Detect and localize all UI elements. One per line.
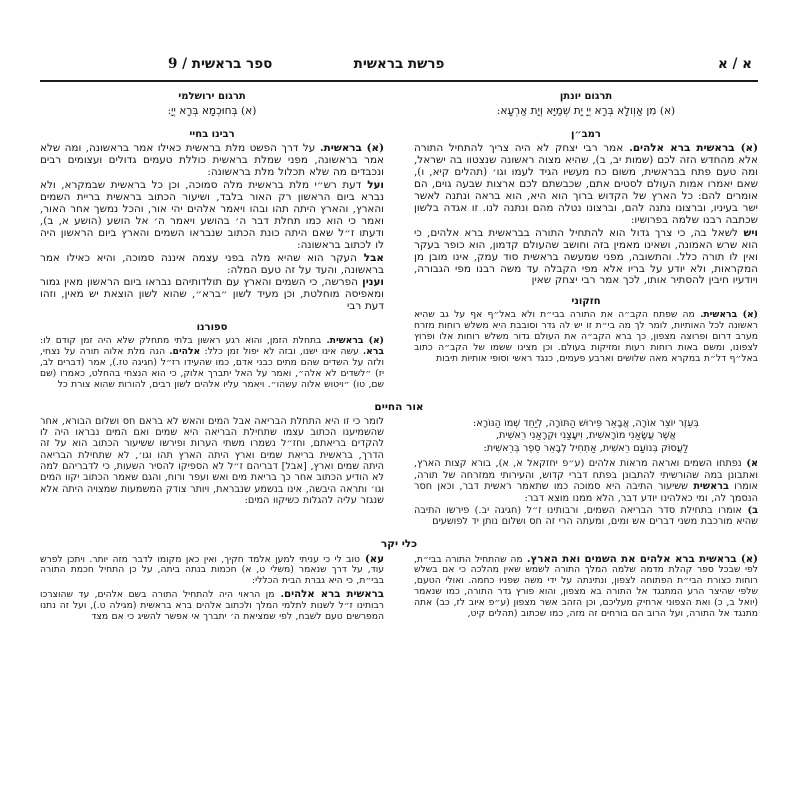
- column-right: [414, 82, 758, 365]
- or-hachaim-right-column: [414, 416, 758, 528]
- ramban-text: [414, 143, 758, 287]
- parsha-title: פרשת בראשית: [353, 56, 445, 72]
- commentary-paragraph: עא) טוב לי כי עניתי למען אלמד חקיך, ואין כאן מקומו לדבר מזה יותר. ויתכן לפרש עוד, על דרך שנאמר (משלי ט, א) חכמות בנתה ביתה, על כן התחיל חכמת התורה בבי״ת, כי היא גברת הבית הכללי:: [40, 552, 384, 587]
- targum-yonatan-text: (א) מִן אַוְולָא בְּרָא יְיָ יָת שְׁמַיָּא וְיָת אַרְעָא:: [496, 105, 676, 117]
- targum-yerushalmi-title: תרגום ירושלמי: [178, 91, 246, 102]
- commentary-paragraph: (א) בראשית. על דרך הפשט מלת בראשית כאילו אמר בראשונה, ומה שלא אמר בראשונה, מפני שמלת בראשית כוללת טעמים גדולים ועצומים רבים ונכבדים מה שלא תכלול מלת בראשונה:: [40, 142, 384, 178]
- or-hachaim-title: אור החיים: [374, 400, 424, 413]
- commentary-paragraph: ועל דעת רש״י מלת בראשית מלה סמוכה, וכן כל בראשית שבמקרא, ולא נברא ביום הראשון רק האור בלבד, ושיעור הכתוב בראשית בריית השמים והארץ, והארץ היתה תהו ובהו ויאמר אלהים יהי אור, והכל נמשך אחר האור, ואמר כי הוא כמו תחלת דבר ה׳ בהושע ויאמר ה׳ אל הושע (הושע א, ב), ודעתו ז״ל שאם היתה כונת הכתוב שנבראו השמים והארץ ביום הראשון היה לו לכתוב בראשונה:: [40, 178, 384, 251]
- chizkuni-text: [414, 310, 758, 364]
- kli-yakar-text-right: [414, 553, 758, 620]
- or-hachaim-text-right: [414, 458, 758, 527]
- kli-yakar-columns: [40, 553, 758, 623]
- kli-yakar-left-column: [40, 553, 384, 623]
- or-hachaim-opening-poem: [414, 418, 758, 456]
- rabbeinu-bachya-text: [40, 143, 384, 313]
- kli-yakar-right-column: [414, 553, 758, 620]
- commentary-paragraph: וענין הפרשה, כי השמים והארץ עם תולדותיהם נבראו ביום הראשון מאין גמור ומאפיסה מוחלטת, וכן מעיד לשון ״ברא״, שהוא לשון הוצאת יש מאין, וזהו דעת רבי: [40, 276, 384, 313]
- targum-yonatan-title: תרגום יונתן: [559, 91, 613, 102]
- rabbeinu-bachya-title: רבינו בחיי: [189, 129, 235, 140]
- commentary-paragraph: (א) בראשית. בתחלת הזמן, והוא רגע ראשון בלתי מתחלק שלא היה זמן קודם לו: ברא. עשה אינו ישנו, ובזה לא יפול זמן כלל: אלהים. הנה מלת אלוה תורה על נצחי, ולזה על השדים שהם מתים כבני אדם, כמו שהעידו רז״ל (חגיגה טז.), אמר (דברים לב, יז) ״לשדים לא אלה״, ואמר על האל יתברך אלוק, כי הוא הנצחי בהחלט, כאמרו (שם שם, טו) ״ויטוש אלוה עשהו״. ויאמר עליו אלהים לשון רבים, להורות שהוא צורת כל: [40, 335, 385, 390]
- or-hachaim-left-column: [40, 416, 384, 507]
- poem-line: אֲשֶׁר עֲשָׂאַנִי מוֹרָאשִׁית, וִיעָצַנִי וּקְרָאַנִי רֵאשִׁית,: [495, 430, 677, 442]
- commentary-paragraph: ב) אומרו בתחילת סדר הבריאה השמים, ורבותינו ז״ל (חגיגה יב.) פירשו התיבה שהיא מורכבת משני דברים אש ומים, ומעתה הרי זה חס ושלום נותן יד לפושעים: [414, 504, 758, 528]
- or-hachaim-columns: [40, 416, 758, 528]
- kli-yakar-text-left: [40, 553, 384, 623]
- poem-line: בְּעֵזֶר יוֹצֵר אוֹרָה, אֲבָאֵר פֵּירוּשׁ הַתּוֹרָה, לְיַחֵד שְׁמוֹ הַנּוֹרָא:: [472, 417, 700, 429]
- commentary-paragraph: (א) בראשית. מה שפתח הקב״ה את התורה בבי״ת ולא באל״ף אף על גב שהיא ראשונה לכל האותיות, לומר לך מה בי״ת זו יש לה גדר וסובבת היא משלש רוחות מזרח מערב דרום ופרוצה מצפון, כך ברא הקב״ה את העולם גדור משלש רוחות אלו ופרוץ לצפונו, ומשם באות רוחות רעות ומזיקות בעולם. וכן מצינו ששמו של הקב״ה כתוב באל״ף דל״ת במקרא מאה שלושים וארבע פעמים, כנגד ראשי וסופי אותיות תיבות: [414, 309, 758, 364]
- poem-line: לַעֲסוֹק בְּנוֹעַם רֵאשִׁית, אַתְחִיל לְבָאֵר סֵפֶר בְּרֵאשִׁית:: [483, 442, 689, 454]
- page-header: [40, 56, 758, 76]
- commentary-paragraph: ויש לשאל בה, כי צרך גדול הוא להתחיל התורה בבראשית ברא אלהים, כי הוא שרש האמונה, ושאינו מאמין בזה וחושב שהעולם קדמון, הוא כופר בעקר ואין לו תורה כלל. והתשובה, מפני שמעשה בראשית סוד עמק, אינו מובן מן המקראות, ולא יודע על בריו אלא מפי הקבלה עד משה רבנו מפי הגבורה, ויודעיו חיבין להסתיר אותו, לכך אמר רבי יצחק שאין: [414, 226, 758, 287]
- book-page-number: ספר בראשית / 9: [168, 56, 273, 72]
- commentary-paragraph: (א) בראשית ברא אלהים. אמר רבי יצחק לא היה צריך להתחיל התורה אלא מהחדש הזה לכם (שמות יב, ב), שהיא מצוה ראשונה שנצטוו בה ישראל, ומה טעם פתח בבראשית, משום כח מעשיו הגיד לעמו וגו׳ (תהלים קיא, ו), שאם יאמרו אמות העולם לסטים אתם, שכבשתם לכם ארצות שבעה גוים, הם אומרים להם: כל הארץ של הקדוש ברוך הוא היא, הוא בראה ונתנה לאשר ישר בעיניו, וברצונו נתנה להם, וברצונו נטלה מהם ונתנה לנו. זו אגדה בלשון שכתבה רבנו שלמה בפרושיו:: [414, 142, 758, 226]
- commentary-paragraph: לומר כי זו היא התחלת הבריאה אבל המים והאש לא בראם חס ושלום הבורא, אחר שהשמיענו הכתוב עצמו שתחילת הבריאה היא שמים ואם המים נבראו היה לו להקדים בריאתם, וחז״ל נשמרו משתי הערות ופירשו ששיעור הכתוב הוא על זה הדרך, בראשית בריאת שמים וארץ היתה הארץ תהו וגו׳, לא שתחילת הבריאה היתה שמים וארץ, [אבל] דבריהם ז״ל לא הספיקו להסיר השעות, כי לדבריהם למה לא הודיע הכתוב אחר כך בריאת מים ואש ועפר ורוח, והגם שאמר הכתוב יקוו המים וגו׳ ותראה היבשה, אינו בנשמע שנבראת, ויותר צודק המשמעות שמצויה היתה אלא שנגזר עליה להגלות כשיקוו המים:: [40, 415, 384, 507]
- column-left: [40, 82, 384, 391]
- ramban-title: רמב״ן: [571, 129, 601, 140]
- sforno-text: [40, 336, 384, 390]
- commentary-paragraph: (א) בראשית ברא אלהים את השמים ואת הארץ. מה שהתחיל התורה בבי״ת, לפי שבכל ספר קהלת מדמה שלמה המלך התורה לשמש שאין מהלכה כי אם בשלש רוחות כצורת הבי״ת הפתוחה לצפון, ונתינתה על ידי משה שפניו כחמה. ואולי הטעם, שלפי שהיצר הרע המתנגד אל התורה בא מצפון, והוא פורץ גדר התורה, כמו שנאמר (יואל ב, כ) ואת הצפוני ארחיק מעליכם, וכן הזהב אשר מצפון (ע״פ איוב לז, כב) אתה מתנגד אל התורה, ועל הרוב הם בורחים זה מזה, כמו שכתוב (תהלים קיט,: [414, 552, 758, 619]
- commentary-paragraph: א) נפתחו השמים ואראה מראות אלהים (ע״פ יחזקאל א, א), בורא קצות הארץ, ואתבונן במה שהורשיתי להתבונן בפתח דברי קדוש, והעירותי ממזרחה של תורה, אומרו בראשית ששיעור התיבה היא סמוכה כמו שתאמר ראשית דבר, וכאן חסר הנסמך לה, ומי כאלהינו יודע דבר, הלא ממנו מוצא דבר:: [414, 458, 758, 504]
- upper-columns: [40, 82, 758, 391]
- commentary-paragraph: אבל העקר הוא שהיא מלה בפני עצמה איננה סמוכה, והיא כאילו אמר בראשונה, והעד על זה טעם המלה:: [40, 251, 384, 276]
- kli-yakar-title: כלי יקר: [380, 537, 418, 550]
- targum-yerushalmi-text: (א) בְּחוּכְמָא בְּרָא יְיָ:: [167, 105, 257, 117]
- sforno-title: ספורנו: [196, 322, 228, 334]
- or-hachaim-text-left: [40, 416, 384, 507]
- commentary-paragraph: בראשית ברא אלהים. מן הראוי היה להתחיל התורה בשם אלהים, עד שהוצרכו רבותינו ז״ל לשנות לתלמי המלך ולכתוב אלהים ברא בראשית (מגילה ט.), ועל זה נתנו המפרשים טעם לשבח, לפי שמציאת ה׳ יתברך אי אפשר להשיג כי אם מצד: [40, 588, 384, 622]
- chizkuni-title: חזקוני: [571, 296, 601, 308]
- chapter-verse-marker: א / א: [718, 56, 752, 72]
